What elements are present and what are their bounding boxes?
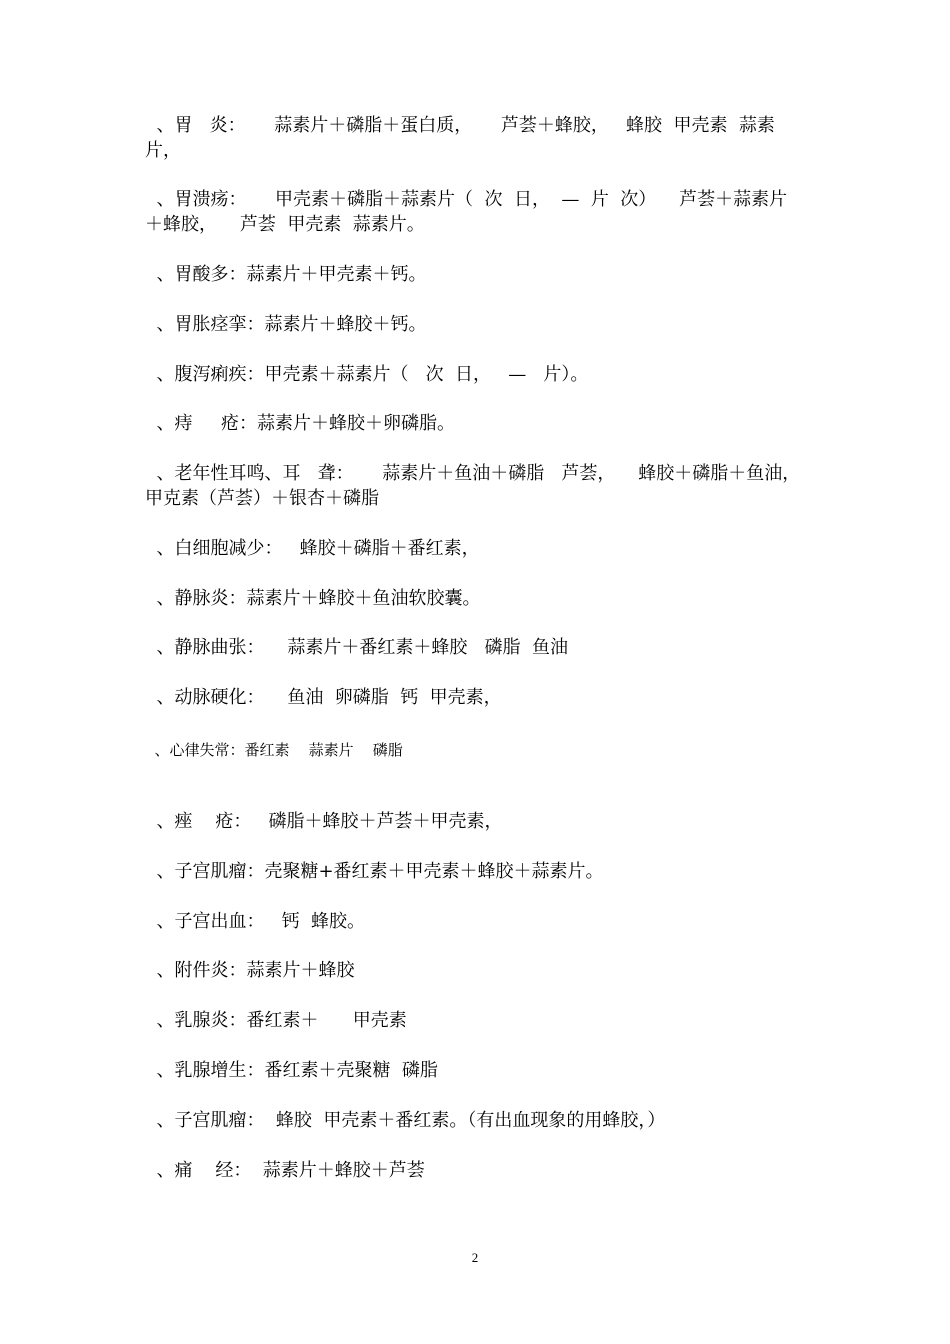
- entry-mastitis: 、乳腺炎：番红素＋ 甲壳素: [145, 1010, 407, 1031]
- entry-diarrhea-dysentery: 、腹泻痢疾：甲壳素＋蒜素片（ 次 日， — 片）。: [145, 364, 589, 385]
- entry-uterine-bleeding: 、子宫出血： 钙 蜂胶。: [145, 911, 366, 932]
- entry-uterine-fibroids-2: 、子宫肌瘤： 蜂胶 甲壳素＋番红素。（有出血现象的用蜂胶，）: [145, 1110, 666, 1131]
- entry-arteriosclerosis: 、动脉硬化： 鱼油 卵磷脂 钙 甲壳素，: [145, 687, 502, 708]
- entry-breast-hyperplasia: 、乳腺增生：番红素＋壳聚糖 磷脂: [145, 1060, 438, 1081]
- page-number: 2: [471, 1250, 479, 1265]
- entry-acne: 、痤 疮： 磷脂＋蜂胶＋芦荟＋甲壳素，: [145, 811, 503, 832]
- entry-stomach-inflammation: 、胃 炎： 蒜素片＋磷脂＋蛋白质， 芦荟＋蜂胶， 蜂胶 甲壳素 蒜素片，: [145, 115, 775, 161]
- entry-excess-stomach-acid: 、胃酸多：蒜素片＋甲壳素＋钙。: [145, 264, 427, 285]
- entry-tinnitus-deafness: 、老年性耳鸣、耳 聋： 蒜素片＋鱼油＋磷脂 芦荟， 蜂胶＋磷脂＋鱼油， 甲克素（芦荟）＋银杏＋磷脂: [145, 463, 829, 509]
- entry-stomach-ulcer: 、胃溃疡： 甲壳素＋磷脂＋蒜素片（ 次 日， — 片 次） 芦荟＋蒜素片＋蜂胶， 芦荟 甲壳素 蒜素片。: [145, 189, 788, 235]
- entry-low-white-cells: 、白细胞减少： 蜂胶＋磷脂＋番红素，: [145, 538, 480, 559]
- entry-stomach-bloating-spasm: 、胃胀痉挛：蒜素片＋蜂胶＋钙。: [145, 314, 427, 335]
- entry-uterine-fibroids: 、子宫肌瘤：壳聚糖+番红素＋甲壳素＋蜂胶＋蒜素片。: [145, 861, 604, 882]
- entry-varicose-veins: 、静脉曲张： 蒜素片＋番红素＋蜂胶 磷脂 鱼油: [145, 637, 568, 658]
- entry-arrhythmia: 、心律失常：番红素 蒜素片 磷脂: [145, 741, 403, 759]
- entry-dysmenorrhea: 、痛 经： 蒜素片＋蜂胶＋芦荟: [145, 1160, 425, 1181]
- entry-phlebitis: 、静脉炎：蒜素片＋蜂胶＋鱼油软胶囊。: [145, 588, 481, 609]
- entry-hemorrhoids: 、痔 疮：蒜素片＋蜂胶＋卵磷脂。: [145, 413, 456, 434]
- entry-adnexitis: 、附件炎：蒜素片＋蜂胶: [145, 960, 355, 981]
